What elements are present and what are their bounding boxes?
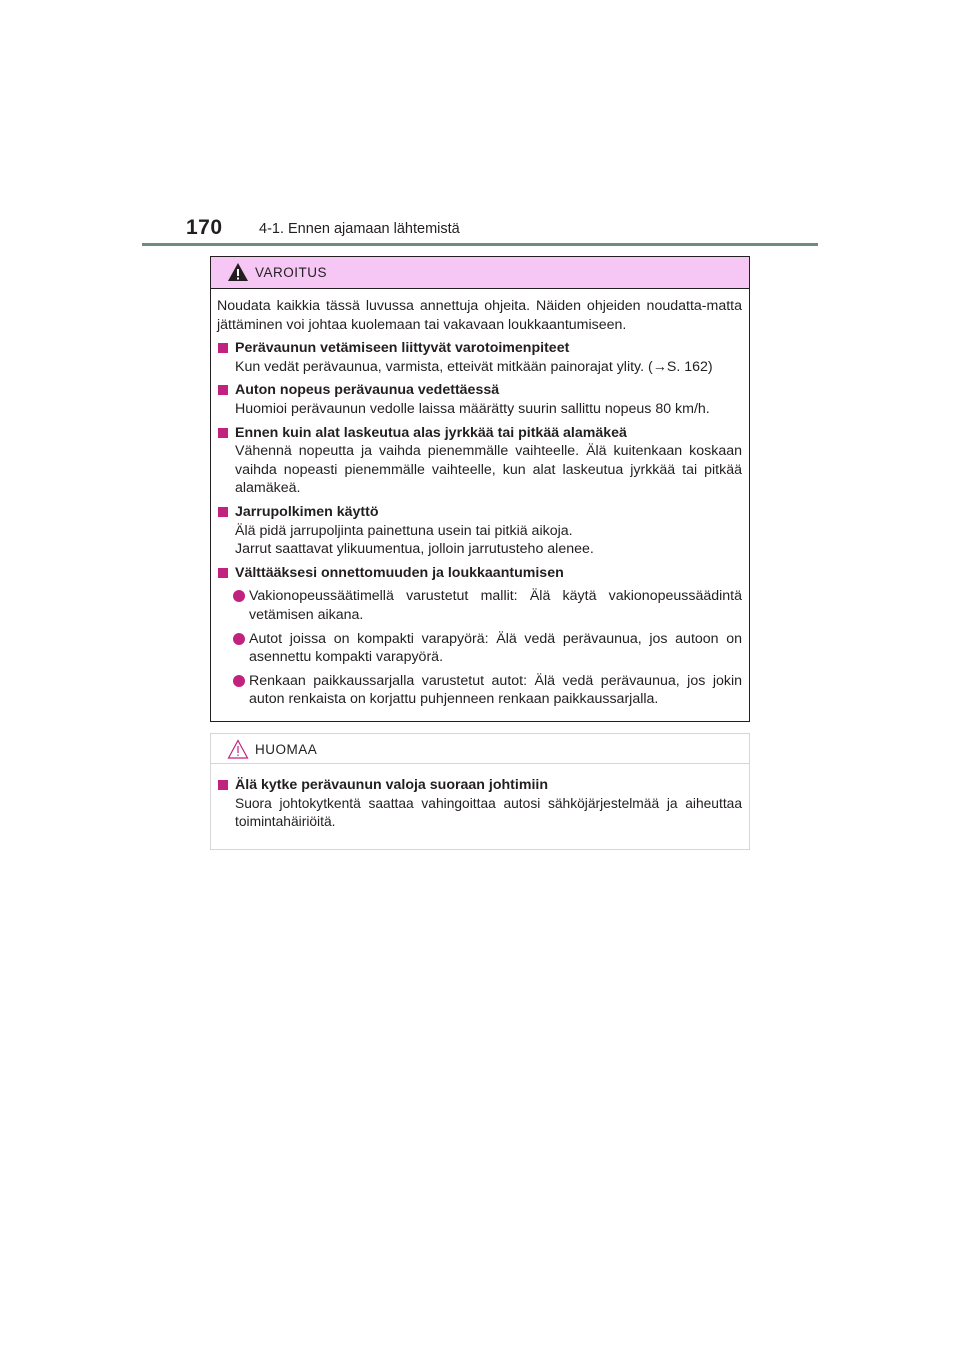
section-text: Vähennä nopeutta ja vaihda pienemmälle vaihteelle. Älä kuitenkaan koskaan vaihda nopeasti pienemmälle vaihteelle, kun alat laskeutua jyrkkää tai pitkää alamäkeä. — [235, 443, 742, 497]
warning-triangle-icon — [227, 262, 249, 282]
warning-header — [211, 257, 749, 289]
section-heading: Auton nopeus perävaunua vedettäessä — [217, 381, 742, 400]
section-text: Jarrut saattavat ylikuumentua, jolloin jarrutusteho alenee. — [235, 541, 594, 558]
notice-header — [211, 734, 749, 764]
section-heading: Perävaunun vetämiseen liittyvät varotoimenpiteet — [217, 339, 742, 358]
square-bullet-icon — [218, 385, 228, 395]
round-bullet-icon — [233, 633, 245, 645]
section-heading: Jarrupolkimen käyttö — [217, 503, 742, 522]
section-heading: Välttääksesi onnettomuuden ja loukkaantumisen — [217, 564, 742, 583]
section-heading: Ennen kuin alat laskeutua alas jyrkkää tai pitkää alamäkeä — [217, 424, 742, 443]
notice-box — [210, 733, 750, 850]
notice-body — [211, 764, 749, 832]
bullet-item: Autot joissa on kompakti varapyörä: Älä vedä perävaunua, jos autoon on asennettu kompakti varapyörä. — [217, 630, 742, 667]
caution-triangle-icon — [227, 739, 249, 759]
bullet-item: Vakionopeussäätimellä varustetut mallit: Älä käytä vakionopeussäädintä vetämisen aikana. — [217, 587, 742, 624]
section-heading: Älä kytke perävaunun valoja suoraan johtimiin — [217, 776, 742, 795]
square-bullet-icon — [218, 568, 228, 578]
section-title: 4-1. Ennen ajamaan lähtemistä — [259, 221, 460, 237]
section-text: Kun vedät perävaunua, varmista, etteivät mitkään painorajat ylity. (→S. 162) — [235, 358, 713, 375]
header-rule — [142, 243, 818, 246]
warning-box — [210, 256, 750, 722]
section-text: Älä pidä jarrupoljinta painettuna usein tai pitkiä aikoja. — [235, 522, 573, 539]
round-bullet-icon — [233, 675, 245, 687]
notice-text: Suora johtokytkentä saattaa vahingoittaa autosi sähköjärjestelmää ja aiheuttaa toimintahäiriöitä. — [235, 795, 742, 830]
section-text: Huomioi perävaunun vedolle laissa määrätty suurin sallittu nopeus 80 km/h. — [235, 400, 710, 417]
warning-body — [211, 289, 749, 709]
warning-intro: Noudata kaikkia tässä luvussa annettuja ohjeita. Näiden ohjeiden noudatta-matta jättäminen voi johtaa kuolemaan tai vakavaan loukkaantumiseen. — [217, 298, 742, 333]
notice-label: HUOMAA — [255, 742, 318, 757]
square-bullet-icon — [218, 780, 228, 790]
square-bullet-icon — [218, 428, 228, 438]
bullet-item: Renkaan paikkaussarjalla varustetut autot: Älä vedä perävaunua, jos jokin auton renkaista on korjattu puhjenneen renkaan paikkaussarjalla. — [217, 672, 742, 709]
page-number: 170 — [186, 216, 223, 239]
round-bullet-icon — [233, 590, 245, 602]
square-bullet-icon — [218, 343, 228, 353]
warning-label: VAROITUS — [255, 265, 328, 280]
square-bullet-icon — [218, 507, 228, 517]
